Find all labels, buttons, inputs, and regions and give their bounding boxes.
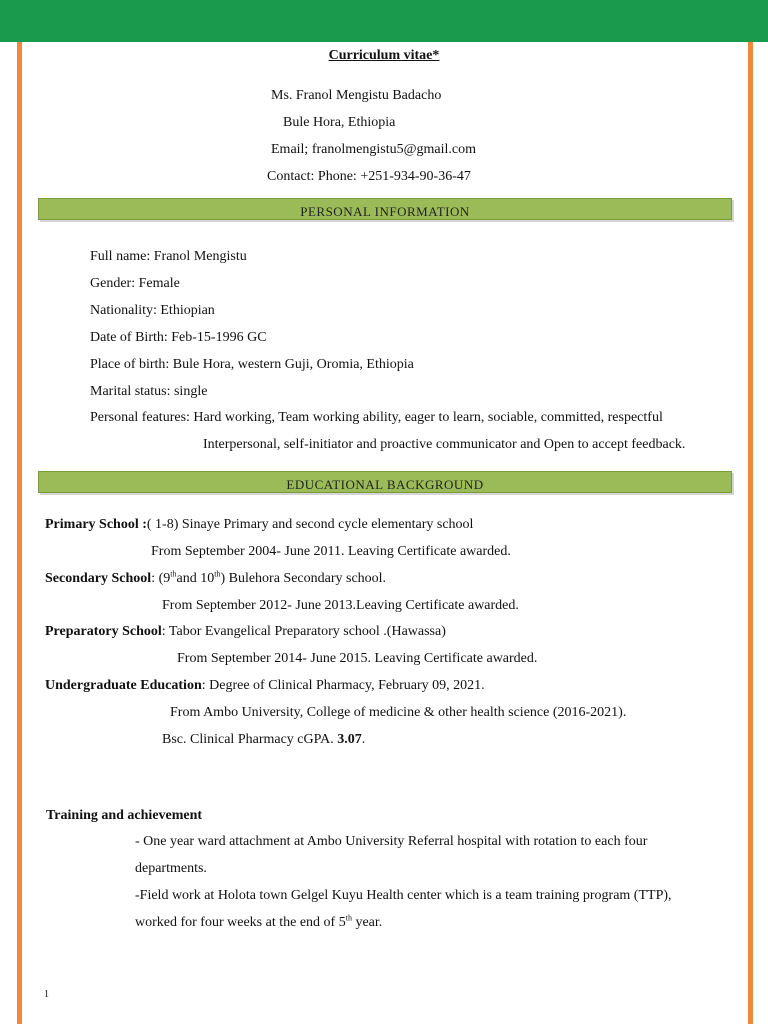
secondary-school-text-c: ) Bulehora Secondary school. xyxy=(220,571,387,586)
secondary-school-dates: From September 2012- June 2013.Leaving Certificate awarded. xyxy=(162,598,519,613)
gpa-text: Bsc. Clinical Pharmacy cGPA. xyxy=(162,732,338,747)
marital-status-line: Marital status: single xyxy=(90,384,208,399)
training-item-2-text-a: worked for four weeks at the end of 5 xyxy=(135,915,346,930)
full-name-line: Full name: Franol Mengistu xyxy=(90,249,247,264)
primary-school-entry xyxy=(45,516,473,534)
training-item-1-line-1: - One year ward attachment at Ambo University Referral hospital with rotation to each four xyxy=(135,834,648,849)
training-item-2-line-2 xyxy=(135,914,382,932)
applicant-phone: Contact: Phone: +251-934-90-36-47 xyxy=(267,169,471,184)
applicant-email: Email; franolmengistu5@gmail.com xyxy=(271,142,476,157)
training-item-2-text-b: year. xyxy=(351,915,383,930)
secondary-school-entry xyxy=(45,570,386,588)
undergraduate-label: Undergraduate Education xyxy=(45,678,202,693)
secondary-school-sup-1: th xyxy=(170,569,177,579)
personal-information-band xyxy=(38,198,732,220)
educational-background-band xyxy=(38,471,732,493)
preparatory-school-dates: From September 2014- June 2015. Leaving Certificate awarded. xyxy=(177,651,538,666)
training-item-1-line-2: departments. xyxy=(135,861,207,876)
undergraduate-gpa xyxy=(162,731,365,749)
page-number: 1 xyxy=(44,989,49,1000)
undergraduate-institution: From Ambo University, College of medicine & other health science (2016-2021). xyxy=(170,705,627,720)
secondary-school-text-b: and 10 xyxy=(176,571,215,586)
applicant-name: Ms. Franol Mengistu Badacho xyxy=(271,88,442,103)
primary-school-text: ( 1-8) Sinaye Primary and second cycle elementary school xyxy=(146,517,474,532)
personal-information-heading: PERSONAL INFORMATION xyxy=(300,204,470,219)
preparatory-school-text: : Tabor Evangelical Preparatory school .(Hawassa) xyxy=(161,624,446,639)
personal-features-line-1: Personal features: Hard working, Team working ability, eager to learn, sociable, committed, respectful xyxy=(90,410,663,425)
gpa-end: . xyxy=(361,732,366,747)
secondary-school-text-a: : (9 xyxy=(151,571,171,586)
training-item-2-line-1: -Field work at Holota town Gelgel Kuyu Health center which is a team training program (TTP), xyxy=(135,888,672,903)
training-heading: Training and achievement xyxy=(46,808,203,823)
right-page-border xyxy=(748,42,753,1024)
secondary-school-label: Secondary School xyxy=(45,571,152,586)
undergraduate-text: : Degree of Clinical Pharmacy, February 09, 2021. xyxy=(201,678,485,693)
secondary-school-sup-2: th xyxy=(214,569,221,579)
top-color-bar xyxy=(0,0,768,42)
primary-school-label: Primary School : xyxy=(45,517,147,532)
undergraduate-entry xyxy=(45,677,485,695)
primary-school-dates: From September 2004- June 2011. Leaving Certificate awarded. xyxy=(151,544,511,559)
educational-background-heading: EDUCATIONAL BACKGROUND xyxy=(286,477,484,492)
gpa-value: 3.07 xyxy=(337,732,362,747)
nationality-line: Nationality: Ethiopian xyxy=(90,303,215,318)
training-item-2-sup: th xyxy=(345,913,352,923)
applicant-location: Bule Hora, Ethiopia xyxy=(283,115,396,130)
document-title: Curriculum vitae* xyxy=(328,48,440,63)
date-of-birth-line: Date of Birth: Feb-15-1996 GC xyxy=(90,330,267,345)
preparatory-school-label: Preparatory School xyxy=(45,624,162,639)
preparatory-school-entry xyxy=(45,623,446,641)
place-of-birth-line: Place of birth: Bule Hora, western Guji, Oromia, Ethiopia xyxy=(90,357,414,372)
personal-features-line-2: Interpersonal, self-initiator and proactive communicator and Open to accept feedback. xyxy=(203,437,686,452)
gender-line: Gender: Female xyxy=(90,276,180,291)
left-page-border xyxy=(17,42,22,1024)
